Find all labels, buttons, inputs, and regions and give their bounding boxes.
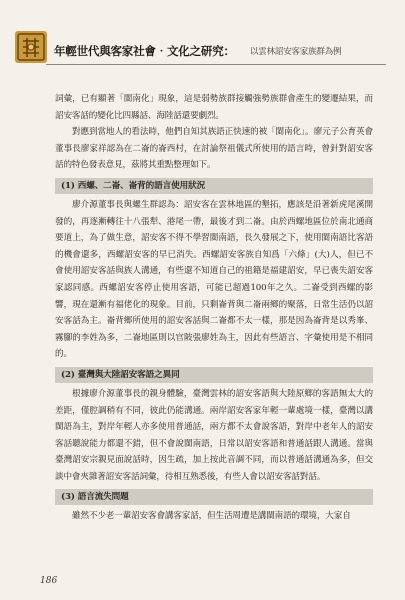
running-header [14,30,394,66]
book-subtitle: 以雲林詔安客家族群為例 [250,47,342,57]
paragraph: 雖然不少老一輩詔安客會講客家話，但生活周遭是講閩南語的環境，大家自 [72,511,351,522]
section-heading: (1) 西螺、二崙、崙背的語言使用狀況 [55,178,373,194]
section-heading: (2) 臺灣與大陸詔安客語之異同 [55,367,373,383]
section-heading: (3) 語言流失問題 [55,489,373,505]
paragraph: 廖介源董事長與螺生群認為：詔安客在雲林地區的墾拓，應該是沿著新虎尾溪開發的，再逐漸轉往十八張犁、港尾一帶，最後才到二崙。由於西螺地區位於南北通商要道上，為了做生意，詔安客不得不學習閩南語，長久發展之下，使用閩南語比客語的機會還多，西螺詔安客的早已消失。西螺詔安客族自知爲「六條」(大)人，但已不會使用詔安客話與族人溝通，有些還不知道自己的祖籍是福建詔安，早已喪失詔安客家認同感。西螺詔安客停止使用客語，可能已超過100年之久。二崙受到西螺的影響，現在還漸有福佬化的現象。目前，只剩崙背與二崙兩鄉的聚落，日常生活仍以詔安客話為主。崙背鄉所使用的詔安客話與二崙都不太一樣，那是因為崙背是以秀峯、霧腳的李姓為多，二崙地區則以官陂張廖姓為主，因此有些語言、字彙使用是不相同的。 [55,199,373,360]
paragraph: 根據廖介源董事長的親身體驗，臺灣雲林的詔安客語與大陸原鄉的客語無太大的差距，僅腔調稍有不同，彼此仍能溝通。兩岸詔安客家年輕一輩處境一樣，臺灣以講閩語為主，對岸年輕人亦多使用普通話，兩方都不太會說客語，對岸中老年人的詔安客話聽說能力都還不錯，但不會說閩南語，日常以詔安客語和普通話跟人溝通。當與臺灣詔安宗親見面說話時，因生疏，加上按此音調不同，而以普通話溝通為多，但交談中會夾雜著詔安客話詞彙，待相互熟悉後，有些人會以詔安客話對話。 [55,388,373,482]
book-title: 年輕世代與客家社會‧文化之研究： [54,44,235,58]
hakka-seal-logo-icon [14,30,48,64]
page-number: 186 [40,576,58,586]
paragraph: 對應到當地人的看法時，他們自知其族語正快速的被「閩南化」。廖元子公育英會董事長廖家祥認為在二崙的崙西村，在討論祭祖儀式所使用的語言時，曾針對詔安客話的特色發表意見，茲將其重點整理如下。 [55,127,373,171]
header-rule [46,64,386,65]
body-text [55,91,373,525]
paragraph: 詞彙，已有顯著「閩南化」現象，這是弱勢族群接觸強勢族群會產生的變遷結果，而詔安客話的變化比四縣話、海陸話還要劇烈。 [55,94,373,121]
